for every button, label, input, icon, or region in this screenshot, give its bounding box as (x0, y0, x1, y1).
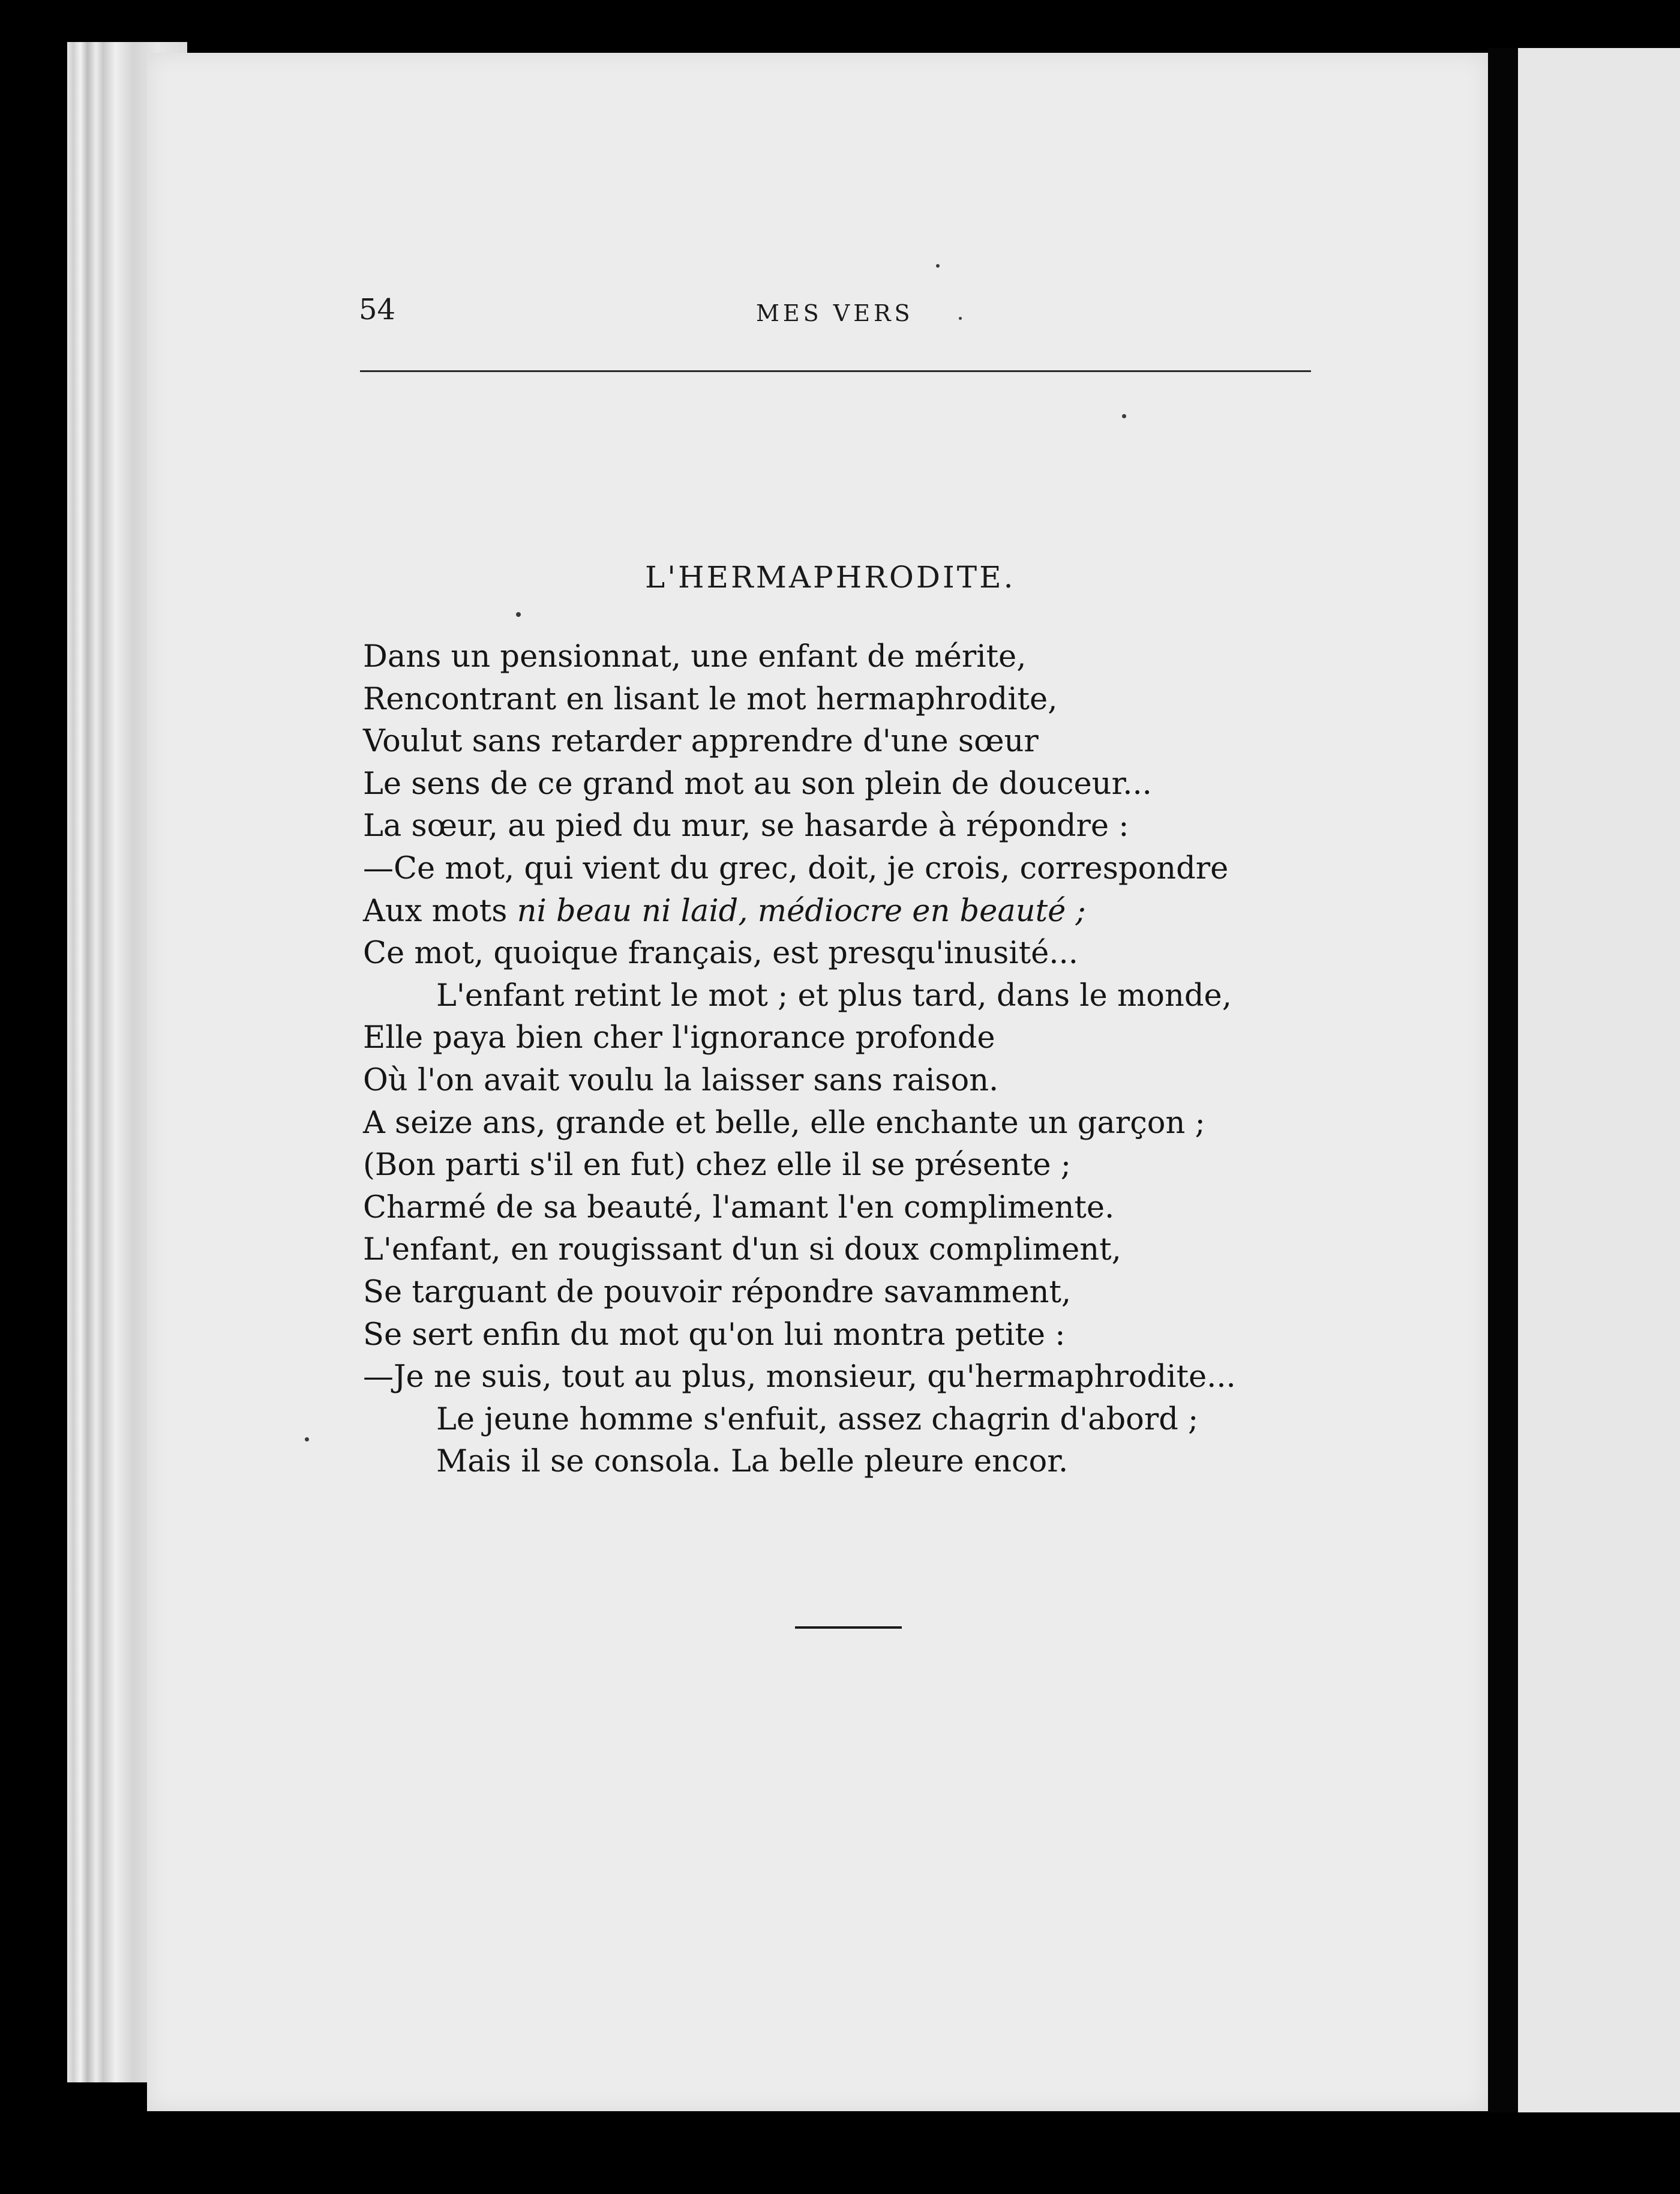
end-rule (795, 1626, 902, 1629)
running-title: MES VERS (756, 300, 914, 326)
poem-line: Mais il se consola. La belle pleure encor. (436, 1444, 1069, 1480)
poem-line: Se sert enfin du mot qu'on lui montra petite : (363, 1317, 1066, 1353)
speck (936, 264, 940, 268)
poem-line: A seize ans, grande et belle, elle enchante un garçon ; (363, 1105, 1205, 1141)
poem-line: L'enfant retint le mot ; et plus tard, dans le monde, (436, 978, 1232, 1014)
facing-page (1518, 48, 1680, 2112)
poem-body (363, 636, 1299, 1483)
poem-line-italic: ni beau ni laid, médiocre en beauté ; (517, 893, 1086, 929)
header-rule (360, 370, 1311, 372)
speck (305, 1437, 309, 1441)
poem-line: Ce mot, quoique français, est presqu'inusité... (363, 936, 1078, 972)
poem-line: Où l'on avait voulu la laisser sans raison. (363, 1062, 999, 1098)
poem-line: Le jeune homme s'enfuit, assez chagrin d'abord ; (436, 1401, 1199, 1437)
poem-line: Rencontrant en lisant le mot hermaphrodite, (363, 681, 1058, 717)
page-number: 54 (359, 293, 396, 326)
poem-line-text: Aux mots (363, 893, 517, 929)
poem-line: (Bon parti s'il en fut) chez elle il se présente ; (363, 1147, 1071, 1183)
speck (516, 612, 521, 617)
poem-line: Se targuant de pouvoir répondre savamment, (363, 1274, 1072, 1310)
poem-line: Elle paya bien cher l'ignorance profonde (363, 1020, 995, 1056)
speck (959, 317, 962, 320)
poem-title: L'HERMAPHRODITE. (645, 560, 1016, 595)
book-spine (1488, 48, 1518, 2112)
poem-line: Le sens de ce grand mot au son plein de douceur... (363, 766, 1152, 802)
poem-line: Voulut sans retarder apprendre d'une sœur (363, 724, 1039, 760)
poem-line: Charmé de sa beauté, l'amant l'en complimente. (363, 1189, 1115, 1225)
poem-line: —Ce mot, qui vient du grec, doit, je crois, correspondre (363, 850, 1229, 886)
poem-line (363, 891, 1299, 933)
poem-line: L'enfant, en rougissant d'un si doux compliment, (363, 1232, 1121, 1268)
poem-line: Dans un pensionnat, une enfant de mérite, (363, 639, 1027, 675)
poem-line: —Je ne suis, tout au plus, monsieur, qu'hermaphrodite... (363, 1359, 1236, 1395)
poem-line: La sœur, au pied du mur, se hasarde à répondre : (363, 808, 1129, 844)
speck (1122, 414, 1126, 418)
